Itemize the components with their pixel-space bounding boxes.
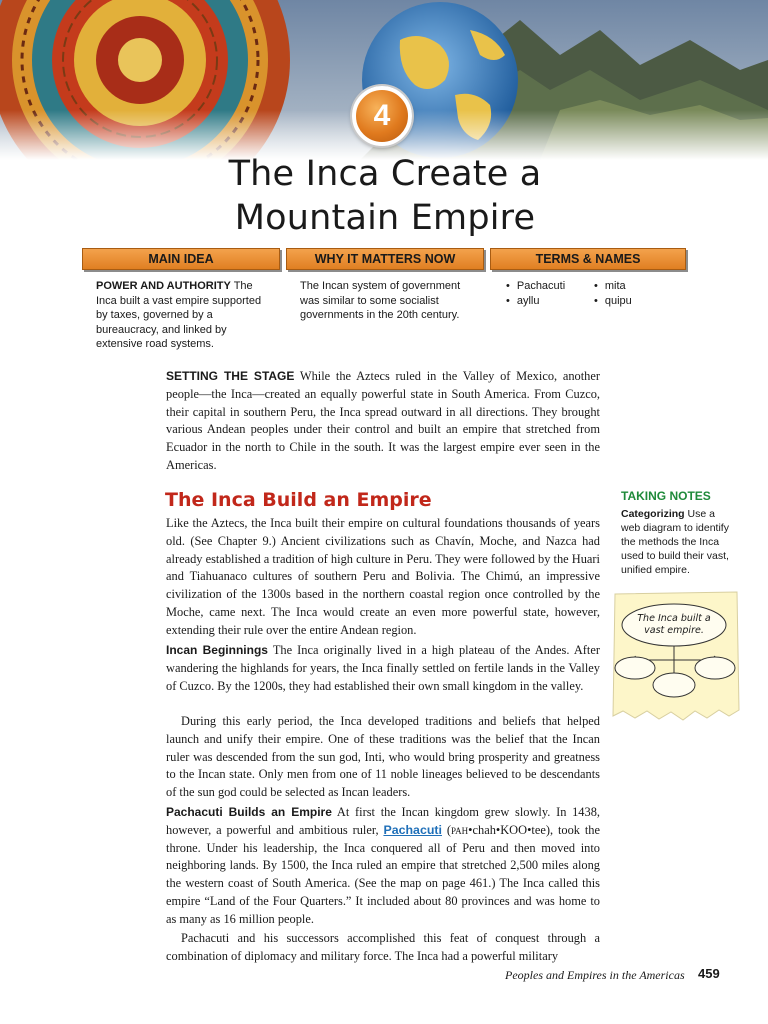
term-item: • ayllu [506, 294, 565, 309]
web-diagram-note [611, 590, 741, 726]
taking-notes-instructions [621, 507, 731, 577]
main-idea-header: MAIN IDEA [82, 248, 280, 270]
page-title [190, 152, 580, 240]
paragraph-successors: Pachacuti and his successors accomplished this feat of conquest through a combination of diplomacy and military force. The Inca had a powerful military [166, 931, 600, 963]
diagram-left-oval [615, 657, 655, 679]
setting-the-stage-paragraph [166, 368, 600, 475]
pachacuti-text-before: At first the Incan kingdom grew slowly. In 1438, however, a powerful and ambitious ruler, [166, 805, 600, 837]
why-it-matters-text: The Incan system of government was similar to some socialist governments in the 20th century. [300, 280, 461, 321]
taking-notes-skill-label: Categorizing [621, 508, 685, 520]
diagram-center-label: The Inca built a vast empire. [637, 613, 711, 636]
pachacuti-section-label: Pachacuti Builds an Empire [166, 805, 332, 819]
pronunciation-unstressed: pah [450, 822, 469, 837]
setting-the-stage-label: SETTING THE STAGE [166, 369, 295, 383]
lesson-number-badge: 4 [352, 86, 412, 146]
pronunciation-open: ( [441, 822, 451, 837]
main-idea-label: POWER AND AUTHORITY [96, 280, 231, 292]
title-line-1: The Inca Create a [228, 154, 542, 194]
incan-beginnings-body: The Inca originally lived in a high plateau of the Andes. After wandering the highlands for years, the Inca finally settled on fertile lands in the Valley of Cuzco. By the 1200s, they had established their own small kingdom in the valley. [166, 643, 600, 693]
title-line-2: Mountain Empire [234, 198, 536, 238]
footer-chapter-title: Peoples and Empires in the Americas [505, 968, 685, 982]
paragraph-early-traditions: During this early period, the Inca developed traditions and beliefs that helped launch and unify their empire. One of these traditions was the belief that the Incan ruler was descended from the sun god, Inti, who would bring prosperity and greatness to the Incan state. Only men from one of 11 noble lineages believed to be descendants of the sun god could be selected as Incan leaders. [166, 714, 600, 800]
pronunciation-rest: •chah•KOO•tee), [468, 822, 558, 837]
term-item: • quipu [594, 294, 632, 309]
section-heading: The Inca Build an Empire [165, 489, 432, 511]
why-it-matters-header: WHY IT MATTERS NOW [286, 248, 484, 270]
term-item: • Pachacuti [506, 279, 565, 294]
paragraph-incan-beginnings [166, 642, 600, 695]
main-idea-text [96, 279, 271, 352]
page-number: 459 [698, 966, 720, 981]
setting-the-stage-body: While the Aztecs ruled in the Valley of Mexico, another people—the Inca—created an equally powerful state in South America. From Cuzco, their capital in southern Peru, the Inca spread outward in all directions. They brought various Andean peoples under their control and built an empire that stretched from Ecuador in the north to Chile in the south. It was the largest empire ever seen in the Americas. [166, 369, 600, 472]
paragraph-pachacuti [166, 804, 600, 929]
term-item: • mita [594, 279, 632, 294]
main-idea-body: The Inca built a vast empire supported by taxes, governed by a bureaucracy, and linked by extensive road systems. [96, 280, 262, 350]
paragraph-cultural-foundations: Like the Aztecs, the Inca built their empire on cultural foundations thousands of years old. (See Chapter 9.) Ancient civilizations such as Chavín, Moche, and Nazca had already established a tradition of high culture in Peru. They were followed by the Huari and Tiahuanaco cultures of southern Peru and Bolivia. The Chimú, an impressive civilization of the 1300s based in the northern coastal region once controlled by the Moche, came next. The Inca would create an even more powerful state, however, extending their rule over the entire Andean region. [166, 516, 600, 637]
pachacuti-text-after: took the throne. Under his leadership, the Inca conquered all of Peru and then moved into neighboring lands. By 1500, the Inca ruled an empire that stretched 2,500 miles along the western coast of South America. (See the map on page 461.) The Inca called this empire “Land of the Four Quarters.” It included about 80 provinces and was home to as many as 16 million people. [166, 822, 600, 926]
terms-names-header: TERMS & NAMES [490, 248, 686, 270]
terms-list-left [506, 279, 565, 309]
diagram-right-oval [695, 657, 735, 679]
taking-notes-heading: TAKING NOTES [621, 489, 711, 503]
diagram-bottom-oval [653, 673, 695, 697]
taking-notes-body: Use a web diagram to identify the methods the Inca used to build their vast, unified empire. [621, 508, 729, 576]
incan-beginnings-label: Incan Beginnings [166, 643, 268, 657]
pachacuti-term-link[interactable]: Pachacuti [383, 822, 442, 837]
terms-list-right [594, 279, 632, 309]
